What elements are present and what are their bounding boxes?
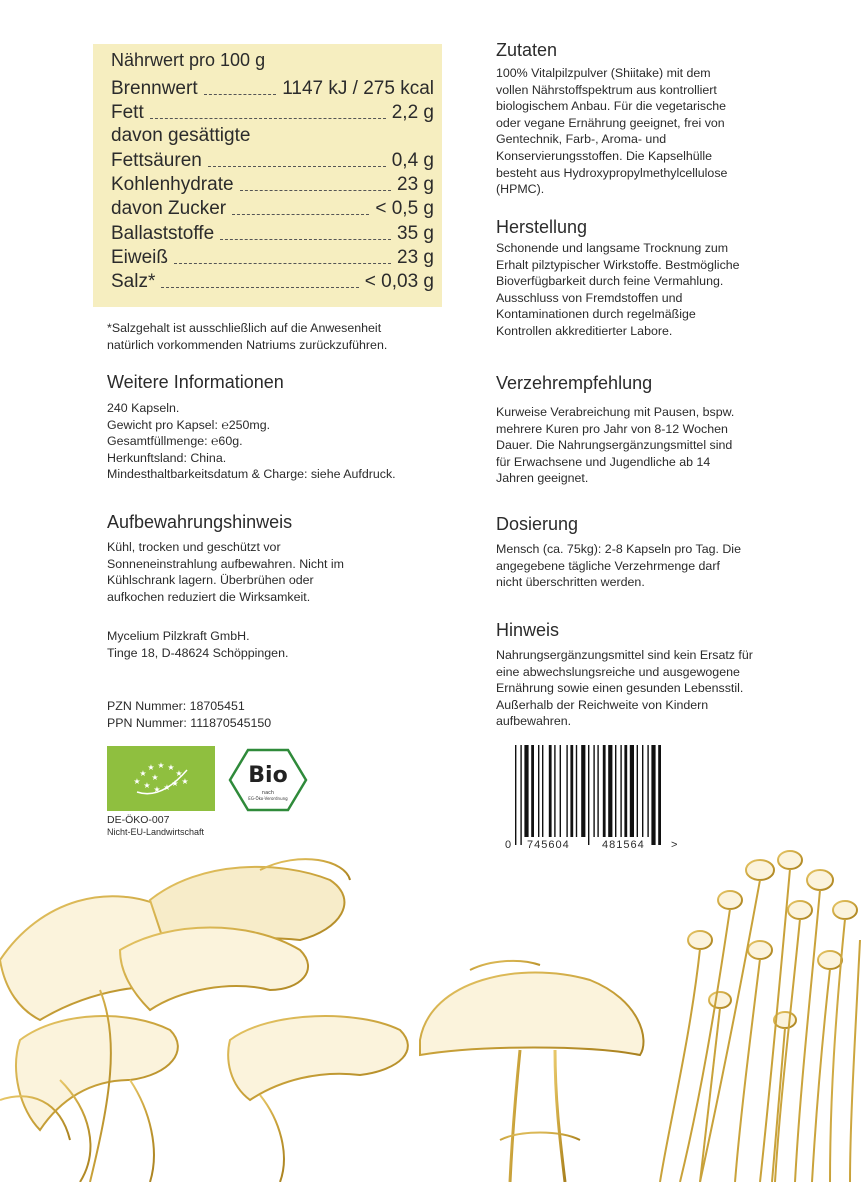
- nutrition-row: Eiweiß 23 g: [111, 247, 434, 268]
- mushroom-illustration: [0, 840, 867, 1182]
- zutaten-text: 100% Vitalpilzpulver (Shiitake) mit dem vollen Nährstoffspektrum aus kontrolliert biologischem Anbau. Für die vegetarische oder vegane Ernährung geeignet, frei von Gentechnik, Farb-, Aroma- und Konservierungsstoffen. Die Kapselhülle besteht aus Hydroxypropylmethylcellulose (HPMC).: [496, 66, 728, 197]
- verzehr-title: Verzehrempfehlung: [496, 373, 653, 393]
- svg-text:nach: nach: [261, 790, 275, 796]
- dosierung-title: Dosierung: [496, 514, 579, 534]
- nutrition-row: Brennwert 1147 kJ / 275 kcal: [111, 78, 434, 99]
- nutrition-row: Fett 2,2 g: [111, 102, 434, 123]
- svg-text:★: ★: [181, 777, 189, 786]
- hinweis-text: Nahrungsergänzungsmittel sind kein Ersatz für eine abwechslungsreiche und ausgewogene Ernährung sowie einen gesunden Lebensstil. Außerhalb der Reichweite von Kindern aufbewahren.: [496, 648, 753, 729]
- svg-text:★: ★: [163, 783, 171, 792]
- svg-text:★: ★: [151, 773, 159, 782]
- ean-barcode: 0 745604 481564 >: [505, 745, 675, 855]
- hinweis-title: Hinweis: [496, 620, 560, 640]
- barcode-bar: [531, 745, 534, 837]
- organic-code: DE-ÖKO-007 Nicht-EU-Landwirtschaft: [107, 814, 205, 837]
- svg-text:Bio: Bio: [248, 763, 288, 788]
- nutrition-row-label: davon gesättigte: [111, 125, 251, 146]
- svg-text:★: ★: [139, 769, 147, 778]
- svg-text:★: ★: [167, 763, 175, 772]
- herstellung-title: Herstellung: [496, 217, 588, 237]
- product-codes: PZN Nummer: 18705451 PPN Nummer: 111870545150: [107, 699, 272, 730]
- barcode-bar: [624, 745, 627, 837]
- company-address: Mycelium Pilzkraft GmbH. Tinge 18, D-48624 Schöppingen.: [107, 629, 289, 660]
- nutrition-heading: Nährwert pro 100 g: [111, 50, 266, 70]
- barcode-bar: [576, 745, 577, 837]
- nutrition-row: Ballaststoffe 35 g: [111, 223, 434, 244]
- svg-text:★: ★: [175, 769, 183, 778]
- barcode-bar: [642, 745, 643, 837]
- dosierung-text: Mensch (ca. 75kg): 2-8 Kapseln pro Tag. Die angegebene tägliche Verzehrmenge darf nicht überschritten werden.: [496, 542, 741, 590]
- zutaten-title: Zutaten: [496, 40, 558, 60]
- barcode-bar: [658, 745, 661, 845]
- barcode-bar: [570, 745, 573, 837]
- weitere-text: 240 Kapseln. Gewicht pro Kapsel: ℮250mg. Gesamtfüllmenge: ℮60g. Herkunftsland: China. Mindesthaltbarkeitsdatum & Charge: siehe Aufdruck.: [107, 401, 396, 482]
- barcode-bar: [620, 745, 621, 837]
- aufbewahrung-title: Aufbewahrungshinweis: [107, 512, 293, 532]
- barcode-bar: [581, 745, 585, 837]
- barcode-bar: [542, 745, 543, 837]
- barcode-bar: [566, 745, 567, 837]
- barcode-bar: [630, 745, 634, 837]
- barcode-bar: [597, 745, 598, 837]
- barcode-bar: [615, 745, 616, 837]
- nutrition-row: Kohlenhydrate 23 g: [111, 174, 434, 195]
- svg-text:EG-Öko-Verordnung: EG-Öko-Verordnung: [248, 796, 288, 801]
- barcode-bar: [524, 745, 528, 837]
- barcode-bar: [603, 745, 606, 837]
- herstellung-text: Schonende und langsame Trocknung zum Erhalt pilztypischer Wirkstoffe. Bestmögliche Bioverfügbarkeit durch feine Vermahlung. Ausschluss von Fremdstoffen und Kontaminationen durch regelmäßige Kontrollen akkreditierter Labore.: [496, 241, 740, 338]
- svg-text:★: ★: [143, 781, 151, 790]
- svg-text:★: ★: [147, 763, 155, 772]
- salt-footnote: *Salzgehalt ist ausschließlich auf die Anwesenheit natürlich vorkommenden Natriums zurückzuführen.: [107, 321, 388, 352]
- barcode-bar: [588, 745, 589, 845]
- mushroom-icon: [0, 840, 867, 1182]
- nutrition-row: Salz* < 0,03 g: [111, 271, 434, 292]
- svg-text:★: ★: [133, 777, 141, 786]
- eu-organic-logo: [107, 746, 215, 811]
- svg-text:★: ★: [171, 779, 179, 788]
- barcode-bar: [549, 745, 552, 837]
- barcode-bar: [560, 745, 561, 837]
- aufbewahrung-text: Kühl, trocken und geschützt vor Sonneneinstrahlung aufbewahren. Nicht im Kühlschrank lagern. Überbrühen oder aufkochen reduziert die Wirksamkeit.: [107, 540, 344, 604]
- barcode-bar: [515, 745, 516, 845]
- barcode-bar: [608, 745, 612, 837]
- bio-seal-logo: [228, 748, 308, 812]
- weitere-title: Weitere Informationen: [107, 372, 284, 392]
- barcode-bar: [593, 745, 594, 837]
- nutrition-row: Fettsäuren 0,4 g: [111, 150, 434, 171]
- barcode-bar: [554, 745, 555, 837]
- barcode-bar: [538, 745, 539, 837]
- barcode-bar: [520, 745, 521, 845]
- eu-leaf-icon: [107, 746, 215, 811]
- verzehr-text: Kurweise Verabreichung mit Pausen, bspw. mehrere Kuren pro Jahr von 8-12 Wochen Dauer. Die Nahrungsergänzungsmittel sind für Erwachsene und Jugendliche ab 14 Jahren geeignet.: [496, 405, 735, 486]
- barcode-bar: [651, 745, 655, 845]
- svg-text:★: ★: [153, 785, 161, 794]
- nutrition-row: davon Zucker < 0,5 g: [111, 198, 434, 219]
- nutrition-table: [93, 44, 442, 307]
- svg-text:★: ★: [157, 761, 165, 770]
- barcode-bar: [647, 745, 648, 837]
- barcode-bar: [637, 745, 638, 837]
